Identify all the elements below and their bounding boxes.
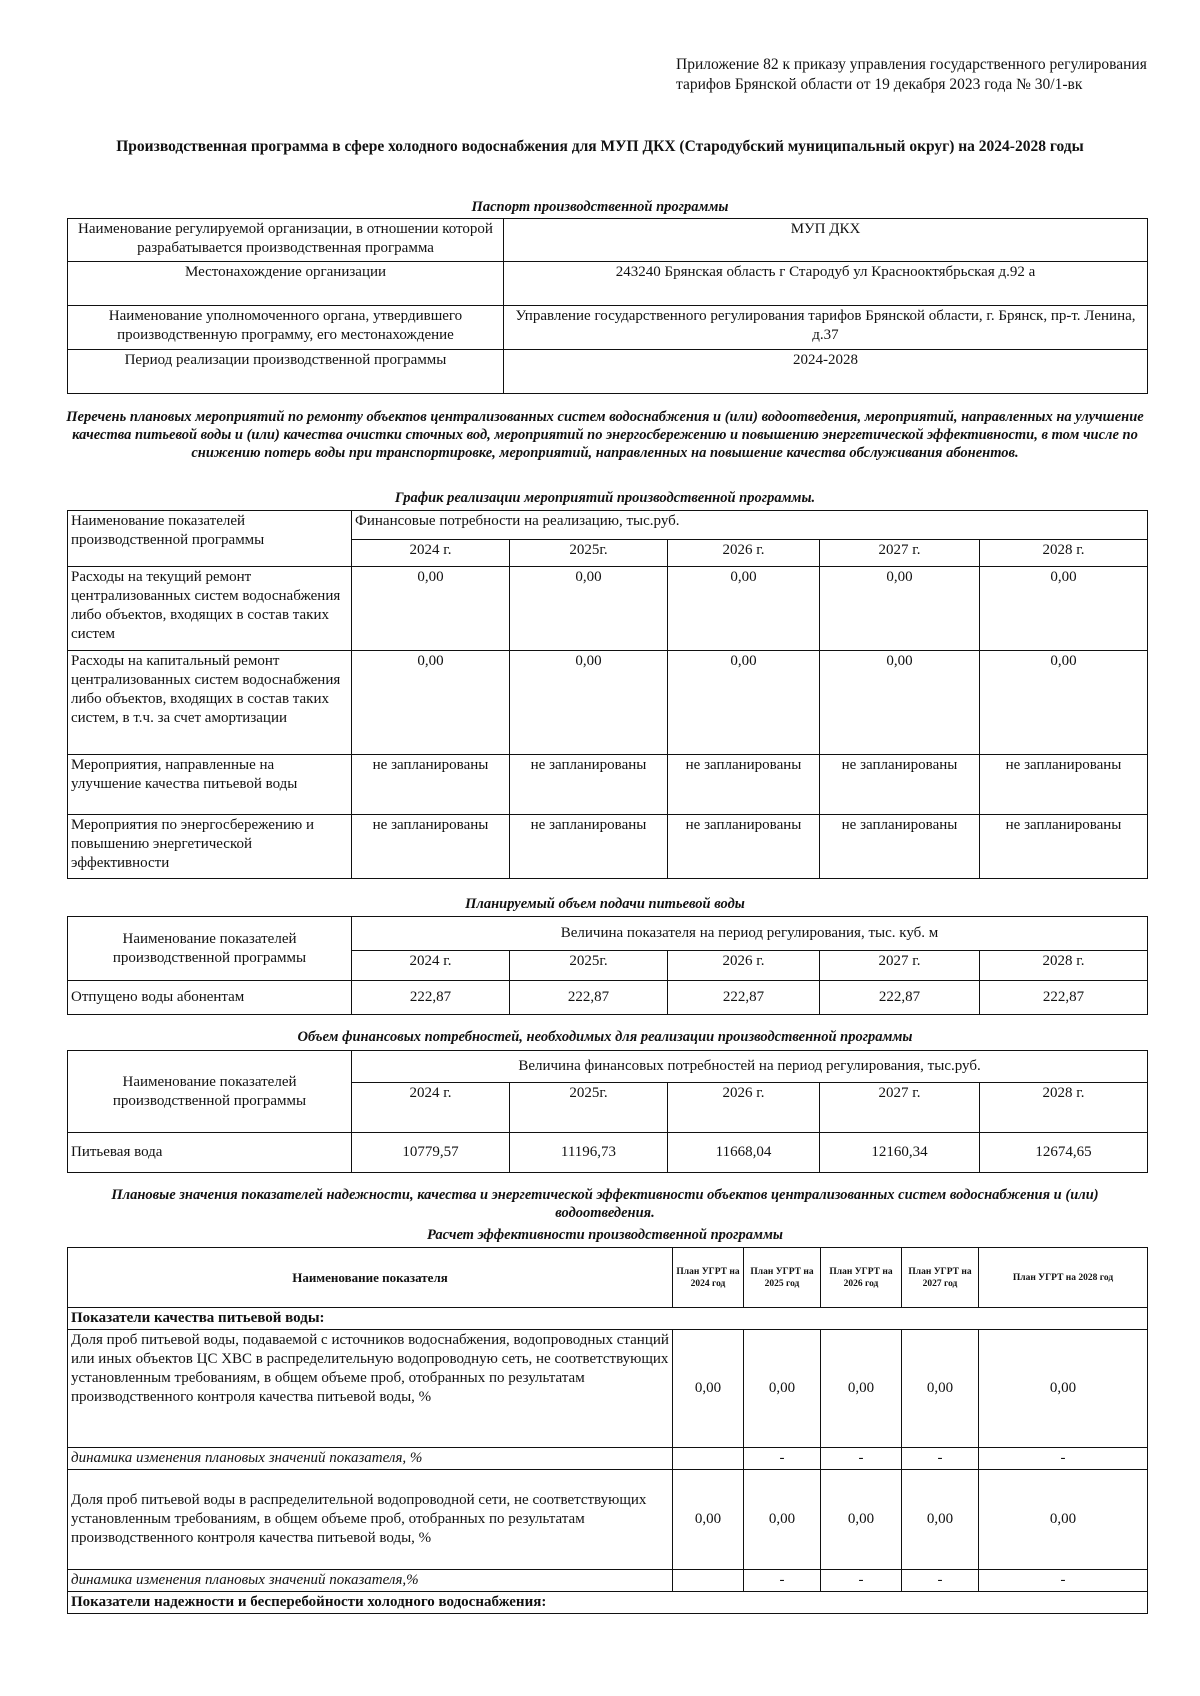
plan-header: План УГРТ на 2025 год [744, 1248, 821, 1308]
cell-value: 222,87 [510, 981, 668, 1015]
cell-value: 0,00 [820, 651, 980, 755]
cell-value: 0,00 [820, 567, 980, 651]
cell-value: 0,00 [673, 1330, 744, 1448]
passport-label: Период реализации производственной программы [68, 350, 504, 394]
cell-value: 222,87 [352, 981, 510, 1015]
year-header: 2024 г. [352, 540, 510, 567]
cell-value: не запланированы [820, 815, 980, 879]
year-header: 2026 г. [668, 540, 820, 567]
header-fin: Финансовые потребности на реализацию, тыс.руб. [352, 511, 1148, 540]
indicators-table [67, 1247, 1148, 1614]
passport-caption: Паспорт производственной программы [471, 199, 729, 215]
cell-value: 0,00 [744, 1470, 821, 1570]
year-header: 2028 г. [980, 540, 1148, 567]
year-header: 2026 г. [668, 951, 820, 981]
table-row [68, 1592, 1148, 1614]
document-title: Производственная программа в сфере холодного водоснабжения для МУП ДКХ (Стародубский муниципальный округ) на 2024-2028 годы [116, 138, 1084, 155]
table-row [68, 511, 1148, 540]
cell-value: 12160,34 [820, 1133, 980, 1173]
cell-value: 0,00 [673, 1470, 744, 1570]
year-header: 2028 г. [980, 1083, 1148, 1133]
table-row [68, 1448, 1148, 1470]
table-row [68, 1470, 1148, 1570]
cell-value: 222,87 [980, 981, 1148, 1015]
cell-value: - [979, 1448, 1148, 1470]
passport-value: 2024-2028 [504, 350, 1148, 394]
year-header: 2025г. [510, 1083, 668, 1133]
header-value: Величина показателя на период регулирования, тыс. куб. м [352, 917, 1148, 951]
cell-value: 222,87 [668, 981, 820, 1015]
cell-value: не запланированы [352, 755, 510, 815]
cell-value: 0,00 [979, 1470, 1148, 1570]
plan-header: План УГРТ на 2026 год [821, 1248, 902, 1308]
cell-value [673, 1448, 744, 1470]
efficiency-caption: Расчет эффективности производственной программы [427, 1227, 783, 1243]
cell-value: 0,00 [980, 651, 1148, 755]
cell-value: - [979, 1570, 1148, 1592]
passport-label: Наименование регулируемой организации, в отношении которой разрабатывается производственная программа [68, 219, 504, 262]
passport-value: Управление государственного регулирования тарифов Брянской области, г. Брянск, пр-т. Ленина, д.37 [504, 306, 1148, 350]
section-heading: Показатели надежности и бесперебойности холодного водоснабжения: [68, 1592, 1148, 1614]
table-row [68, 1308, 1148, 1330]
year-header: 2027 г. [820, 540, 980, 567]
cell-value: 10779,57 [352, 1133, 510, 1173]
cell-value [673, 1570, 744, 1592]
row-name: Отпущено воды абонентам [68, 981, 352, 1015]
cell-value: 0,00 [510, 651, 668, 755]
section-heading: Показатели качества питьевой воды: [68, 1308, 1148, 1330]
cell-value: не запланированы [510, 755, 668, 815]
cell-value: 12674,65 [980, 1133, 1148, 1173]
cell-value: 0,00 [821, 1330, 902, 1448]
cell-value: 0,00 [510, 567, 668, 651]
cell-value: - [744, 1448, 821, 1470]
cell-value: - [902, 1448, 979, 1470]
header-name: Наименование показателей производственной программы [68, 1051, 352, 1133]
header-value: Величина финансовых потребностей на период регулирования, тыс.руб. [352, 1051, 1148, 1083]
cell-value: 0,00 [902, 1330, 979, 1448]
row-name: Расходы на текущий ремонт централизованных систем водоснабжения либо объектов, входящих в состав таких систем [68, 567, 352, 651]
passport-table [67, 218, 1148, 394]
cell-value: 11196,73 [510, 1133, 668, 1173]
cell-value: 0,00 [352, 651, 510, 755]
row-name: Расходы на капитальный ремонт централизованных систем водоснабжения либо объектов, входящих в состав таких систем, в т.ч. за счет амортизации [68, 651, 352, 755]
cell-value: 11668,04 [668, 1133, 820, 1173]
header-name: Наименование показателей производственной программы [68, 511, 352, 567]
plan-header: План УГРТ на 2028 год [979, 1248, 1148, 1308]
measures-table [67, 510, 1148, 879]
cell-value: 0,00 [902, 1470, 979, 1570]
year-header: 2027 г. [820, 951, 980, 981]
table-row [68, 1248, 1148, 1308]
cell-value: 0,00 [352, 567, 510, 651]
plan-header: План УГРТ на 2027 год [902, 1248, 979, 1308]
row-name: Доля проб питьевой воды, подаваемой с источников водоснабжения, водопроводных станций или иных объектов ЦС ХВС в распределительную водопроводную сеть, не соответствующих установленным требованиям, в общем объеме проб, отобранных по результатам производственного контроля качества питьевой воды, % [68, 1330, 673, 1448]
passport-value: МУП ДКХ [504, 219, 1148, 262]
table-row [68, 1051, 1148, 1083]
table-row [68, 1133, 1148, 1173]
row-name: Мероприятия, направленные на улучшение качества питьевой воды [68, 755, 352, 815]
cell-value: не запланированы [668, 815, 820, 879]
cell-value: не запланированы [352, 815, 510, 879]
cell-value: не запланированы [980, 755, 1148, 815]
cell-value: 0,00 [980, 567, 1148, 651]
cell-value: - [744, 1570, 821, 1592]
indicators-caption: Плановые значения показателей надежности, качества и энергетической эффективности объектов централизованных систем водоснабжения и (или) водоотведения. [111, 1187, 1099, 1221]
row-name: Доля проб питьевой воды в распределительной водопроводной сети, не соответствующих установленным требованиям, в общем объеме проб, отобранных по результатам производственного контроля качества питьевой воды, % [68, 1470, 673, 1570]
year-header: 2024 г. [352, 951, 510, 981]
cell-value: не запланированы [668, 755, 820, 815]
row-name: Мероприятия по энергосбережению и повышению энергетической эффективности [68, 815, 352, 879]
table-row [68, 1570, 1148, 1592]
header-name: Наименование показателя [68, 1248, 673, 1308]
cell-value: 0,00 [668, 567, 820, 651]
header-name: Наименование показателей производственной программы [68, 917, 352, 981]
table-row [68, 917, 1148, 951]
year-header: 2028 г. [980, 951, 1148, 981]
dynamics-row-name: динамика изменения плановых значений показателя,% [68, 1570, 673, 1592]
year-header: 2025г. [510, 540, 668, 567]
cell-value: не запланированы [980, 815, 1148, 879]
year-header: 2024 г. [352, 1083, 510, 1133]
cell-value: 222,87 [820, 981, 980, 1015]
cell-value: - [821, 1448, 902, 1470]
cell-value: - [821, 1570, 902, 1592]
cell-value: 0,00 [668, 651, 820, 755]
volume-table [67, 916, 1148, 1015]
finance-table [67, 1050, 1148, 1173]
cell-value: 0,00 [979, 1330, 1148, 1448]
header-note: Приложение 82 к приказу управления государственного регулирования тарифов Брянской области от 19 декабря 2023 года № 30/1-вк [676, 56, 1147, 93]
table-row [68, 651, 1148, 755]
year-header: 2025г. [510, 951, 668, 981]
table-row [68, 567, 1148, 651]
year-header: 2027 г. [820, 1083, 980, 1133]
passport-value: 243240 Брянская область г Стародуб ул Краснооктябрьская д.92 а [504, 262, 1148, 306]
passport-label: Наименование уполномоченного органа, утвердившего производственную программу, его местонахождение [68, 306, 504, 350]
passport-label: Местонахождение организации [68, 262, 504, 306]
dynamics-row-name: динамика изменения плановых значений показателя, % [68, 1448, 673, 1470]
plan-header: План УГРТ на 2024 год [673, 1248, 744, 1308]
row-name: Питьевая вода [68, 1133, 352, 1173]
table-row [68, 262, 1148, 306]
table-row [68, 306, 1148, 350]
year-header: 2026 г. [668, 1083, 820, 1133]
table-row [68, 350, 1148, 394]
finance-caption: Объем финансовых потребностей, необходимых для реализации производственной программы [297, 1029, 913, 1045]
cell-value: 0,00 [821, 1470, 902, 1570]
cell-value: - [902, 1570, 979, 1592]
measures-caption: Перечень плановых мероприятий по ремонту объектов централизованных систем водоснабжения и (или) водоотведения, мероприятий, направленных на улучшение качества питьевой воды и (или) качества очистки сточных вод, мероприятий по энергосбережению и повышению энергетической эффективности, в том числе по снижению потерь воды при транспортировке, мероприятий, направленных на повышение качества обслуживания абонентов. [66, 409, 1144, 461]
table-row [68, 755, 1148, 815]
cell-value: 0,00 [744, 1330, 821, 1448]
table-row [68, 981, 1148, 1015]
table-row [68, 815, 1148, 879]
table-row [68, 219, 1148, 262]
volume-caption: Планируемый объем подачи питьевой воды [465, 896, 745, 912]
table-row [68, 1330, 1148, 1448]
cell-value: не запланированы [510, 815, 668, 879]
schedule-caption: График реализации мероприятий производственной программы. [394, 490, 816, 506]
cell-value: не запланированы [820, 755, 980, 815]
